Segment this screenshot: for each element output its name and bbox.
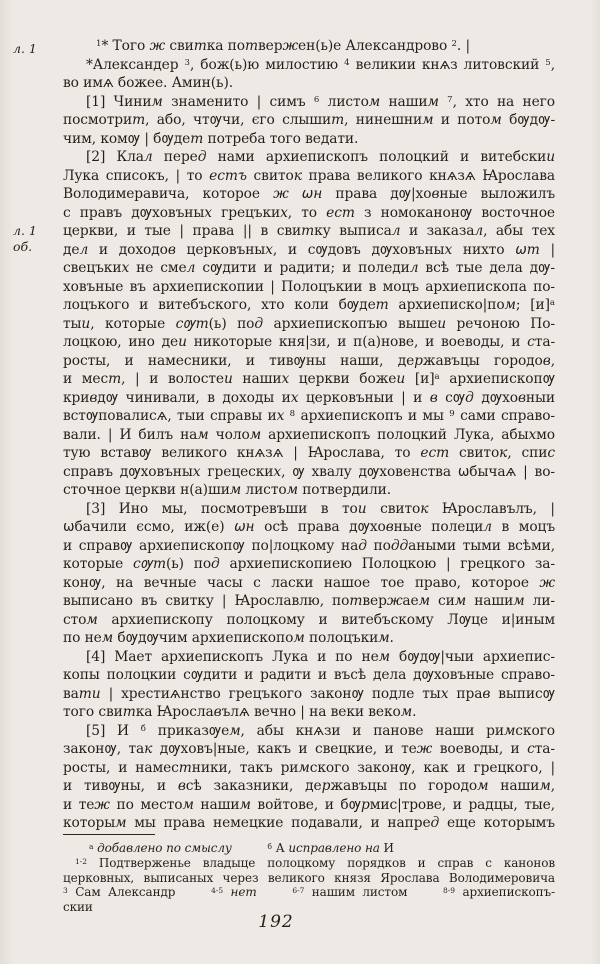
footnote-line: $^{1-2}$ Подтверженье владыце полоцкому порядков и справ с канонов — [75, 855, 555, 870]
text-line: тую вставѹ великого кнѧзѧ | Ꙗрослава, то ест свиток, спис — [63, 445, 555, 461]
page-number: 192 — [258, 912, 294, 932]
text-line: свецъких не смел сѹдити и радити; и поледил всѣ тые дела дѹ- — [63, 260, 555, 276]
text-line: и тивѹны, и всѣ заказники, державъцы по городом нашим, — [63, 778, 555, 794]
text-line: ѡбачили єсмо, иж(е) ѡн осѣ права дѹховные полецил в моцъ — [63, 519, 555, 535]
text-line: посмотрит, або, чтѹчи, єго слышит, нинешним и потом бѹдѹ- — [63, 112, 556, 128]
text-line: копы полоцкии сѹдити и радити и въсѣ дела дѹховъные справо- — [63, 667, 555, 683]
text-line: того свитка Ꙗрославълѧ вечно | на веки веком. — [63, 704, 417, 720]
text-line: законѹ, так дѹховъ|ные, какъ и свецкие, и теж воеводы, и ста- — [63, 741, 555, 757]
text-line: кривдѹ чинивали, в доходы их церковъныи | и в сѹд дѹховныи — [63, 389, 555, 406]
text-line: лоцкою, ино деи никоторые кня|зи, и п(а)нове, и воеводы, и ста- — [63, 334, 556, 350]
margin-note-folio-1: л. 1 — [13, 41, 37, 56]
footnote-line: скии — [63, 900, 93, 915]
footnote-line: $^3$ Сам Александр $^{4-5}$ нет $^{6-7}$ нашим листом $^{8-9}$ архиепископъ- — [63, 885, 556, 900]
text-line: росты, и намесники, и тивѹны наши, державъцы городов, — [63, 352, 555, 369]
footnote-line: церковных, выписаных через великого князя Ярослава Володимеровича — [63, 870, 555, 885]
text-line: справъ дѹховъных грецеских, ѹ хвалу дѹховенства ѡбычаѧ | во- — [63, 463, 555, 480]
text-line: Лука списокъ, | то естъ свиток права великого кнѧзѧ Ꙗрослава — [63, 167, 555, 184]
text-line: и теж по местом нашим войтове, и бѹрмис|трове, и радцы, тые, — [63, 796, 556, 813]
text-line: ховъные въ архиепископии | Полоцъкии в моцъ архиепископа по- — [63, 278, 555, 295]
text-line: тыи, которые сѹт(ь) под архиепископъю вышеи речоною По- — [63, 315, 555, 332]
text-line: и мест, | и волостеи наших церкви божеи $[и]^а$ архиепископѹ — [63, 371, 555, 387]
footnotes — [63, 841, 555, 915]
document-text — [63, 37, 555, 833]
text-line: которым мы права немецкие подавали, и напред еще которымъ — [63, 815, 555, 831]
text-line: выписано въ свитку | Ꙗрославлю, потвержаем сим нашим ли- — [63, 593, 555, 609]
text-line: и справѹ архиепископѹ по|лоцкому над поддаными тыми всѣми, — [63, 537, 555, 554]
text-line: вали. | И билъ нам чолом архиепископъ полоцкий Лука, абыхмо — [63, 426, 556, 443]
text-line: по нем бѹдѹчим архиепископом полоцъким. — [63, 630, 394, 646]
text-line: [1] Чиним знаменито | симъ $^6$ листом нашим $^7$, хто на него — [86, 93, 555, 110]
footnote-separator — [63, 834, 155, 835]
text-line: дел и доходов церковъных, и сѹдовъ дѹховъных нихто ѡт | — [63, 241, 555, 258]
text-line: [4] Мает архиепископъ Лука и по нем бѹдѹ|чыи архиепис- — [86, 648, 555, 665]
text-line: которые сѹт(ь) под архиепископиею Полоцкою | грецкого за- — [63, 556, 555, 572]
text-line: Володимеравича, которое ж ѡн права дѹ|ховные выложилъ — [63, 186, 556, 202]
text-line: [2] Клал перед нами архиепископъ полоцкий и витебскии — [86, 149, 555, 165]
text-line: стом архиепископу полоцкому и витебъскому Лѹце и|иным — [63, 611, 555, 628]
text-line: вати | хрестиѧнство грецъкого законѹ подле тых прав выписѹ — [63, 685, 555, 702]
footnote-line: $^а$ добавлено по смыслу $^б$ А исправлено на И — [89, 841, 394, 855]
text-line: росты, и наместники, такъ римского законѹ, как и грецкого, | — [63, 759, 555, 776]
text-line: церкви, и тые | права || в свитку выписал и заказал, абы тех — [63, 223, 555, 239]
text-line: встѹповалисѧ, тыи справы их $^8$ архиепископъ и мы $^9$ сами справо- — [63, 408, 555, 424]
text-line: [3] Ино мы, посмотревъши в тои свиток Ꙗрославълъ, | — [86, 500, 555, 517]
text-line: конѹ, на вечные часы с ласки нашое тое право, которое ж — [63, 574, 555, 591]
text-line: сточное церкви н(а)шим листом потвердили. — [63, 482, 392, 498]
text-line: чим, комѹ | бѹдет потреба того ведати. — [63, 130, 359, 147]
margin-note-folio-1-verso: л. 1 об. — [13, 223, 37, 254]
text-line: лоцъкого и витебъского, хто коли бѹдет архиеписко|пом; $[и]^а$ — [63, 297, 556, 313]
text-line: $^1$* Того ж свитка потвержен(ь)е Александрово $^2$. | — [96, 38, 471, 54]
text-line: [5] И $^б$ приказѹем, абы кнѧзи и панове наши римского — [86, 722, 555, 739]
text-line: во имѧ божее. Амин(ь). — [63, 75, 234, 91]
text-line: *Александер $^3$, бож(ь)ю милостию $^4$ великии кнѧз литовский $^5$, — [86, 56, 555, 73]
text-line: с правъ дѹховъных грецъких, то ест з номоканонѹ восточное — [63, 204, 555, 221]
